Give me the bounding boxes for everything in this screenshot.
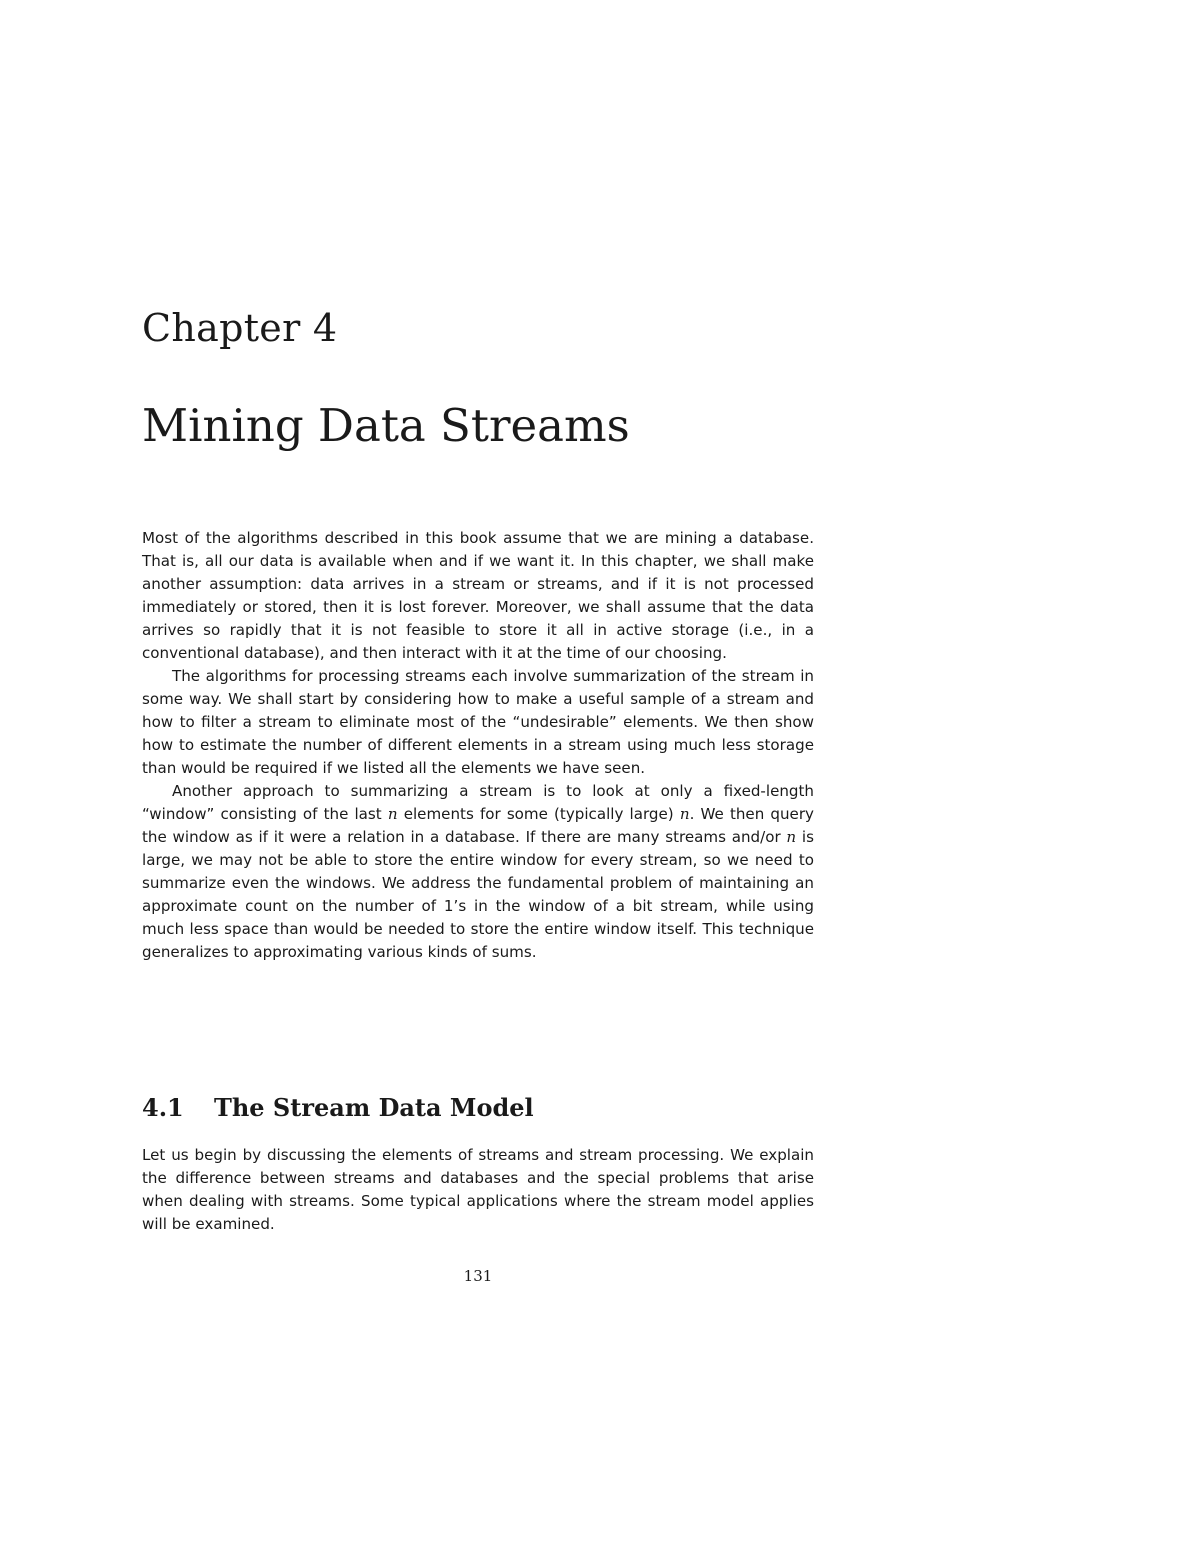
math-variable-n: n [679,805,690,823]
intro-paragraph-3-text: elements for some (typically large) [397,805,680,823]
page-number: 131 [463,1267,493,1285]
chapter-introduction [142,527,814,964]
chapter-label: Chapter 4 [142,306,338,350]
section-title: The Stream Data Model [214,1093,534,1122]
intro-paragraph-3-text: Another approach to summarizing a stream is to look at only a fixed-length “window” consisting of the last [142,782,814,823]
section-paragraph: Let us begin by discussing the elements of streams and stream processing. We explain the difference between streams and databases and the special problems that arise when dealing with streams. Some typical applications where the stream model applies will be examined. [142,1146,814,1233]
math-variable-n: n [786,828,797,846]
intro-paragraph-3-text: . We then query the window as if it were a relation in a database. If there are many streams and/or [142,805,814,846]
section-body [142,1144,814,1236]
math-variable-n: n [387,805,398,823]
intro-paragraph-3-text: is large, we may not be able to store the entire window for every stream, so we need to summarize even the windows. We address the fundamental problem of maintaining an approximate count on the number of 1’s in the window of a bit stream, while using much less space than would be needed to store the entire window itself. This technique generalizes to approximating various kinds of sums. [142,828,814,961]
intro-paragraph-2-text: The algorithms for processing streams each involve summarization of the stream in some way. We shall start by considering how to make a useful sample of a stream and how to filter a stream to eliminate most of the “undesirable” elements. We then show how to estimate the number of different elements in a stream using much less storage than would be required if we listed all the elements we have seen. [142,667,814,777]
intro-paragraph-2 [142,665,814,780]
intro-paragraph-1-text: Most of the algorithms described in this book assume that we are mining a database. That is, all our data is available when and if we want it. In this chapter, we shall make another assumption: data arrives in a stream or streams, and if it is not processed immediately or stored, then it is lost forever. Moreover, we shall assume that the data arrives so rapidly that it is not feasible to store it all in active storage (i.e., in a conventional database), and then interact with it at the time of our choosing. [142,529,814,662]
chapter-title: Mining Data Streams [142,399,630,452]
section-heading [142,1088,534,1128]
section-number: 4.1 [142,1093,184,1122]
intro-paragraph-3 [142,780,814,964]
book-page [142,0,814,1553]
intro-paragraph-1 [142,527,814,665]
